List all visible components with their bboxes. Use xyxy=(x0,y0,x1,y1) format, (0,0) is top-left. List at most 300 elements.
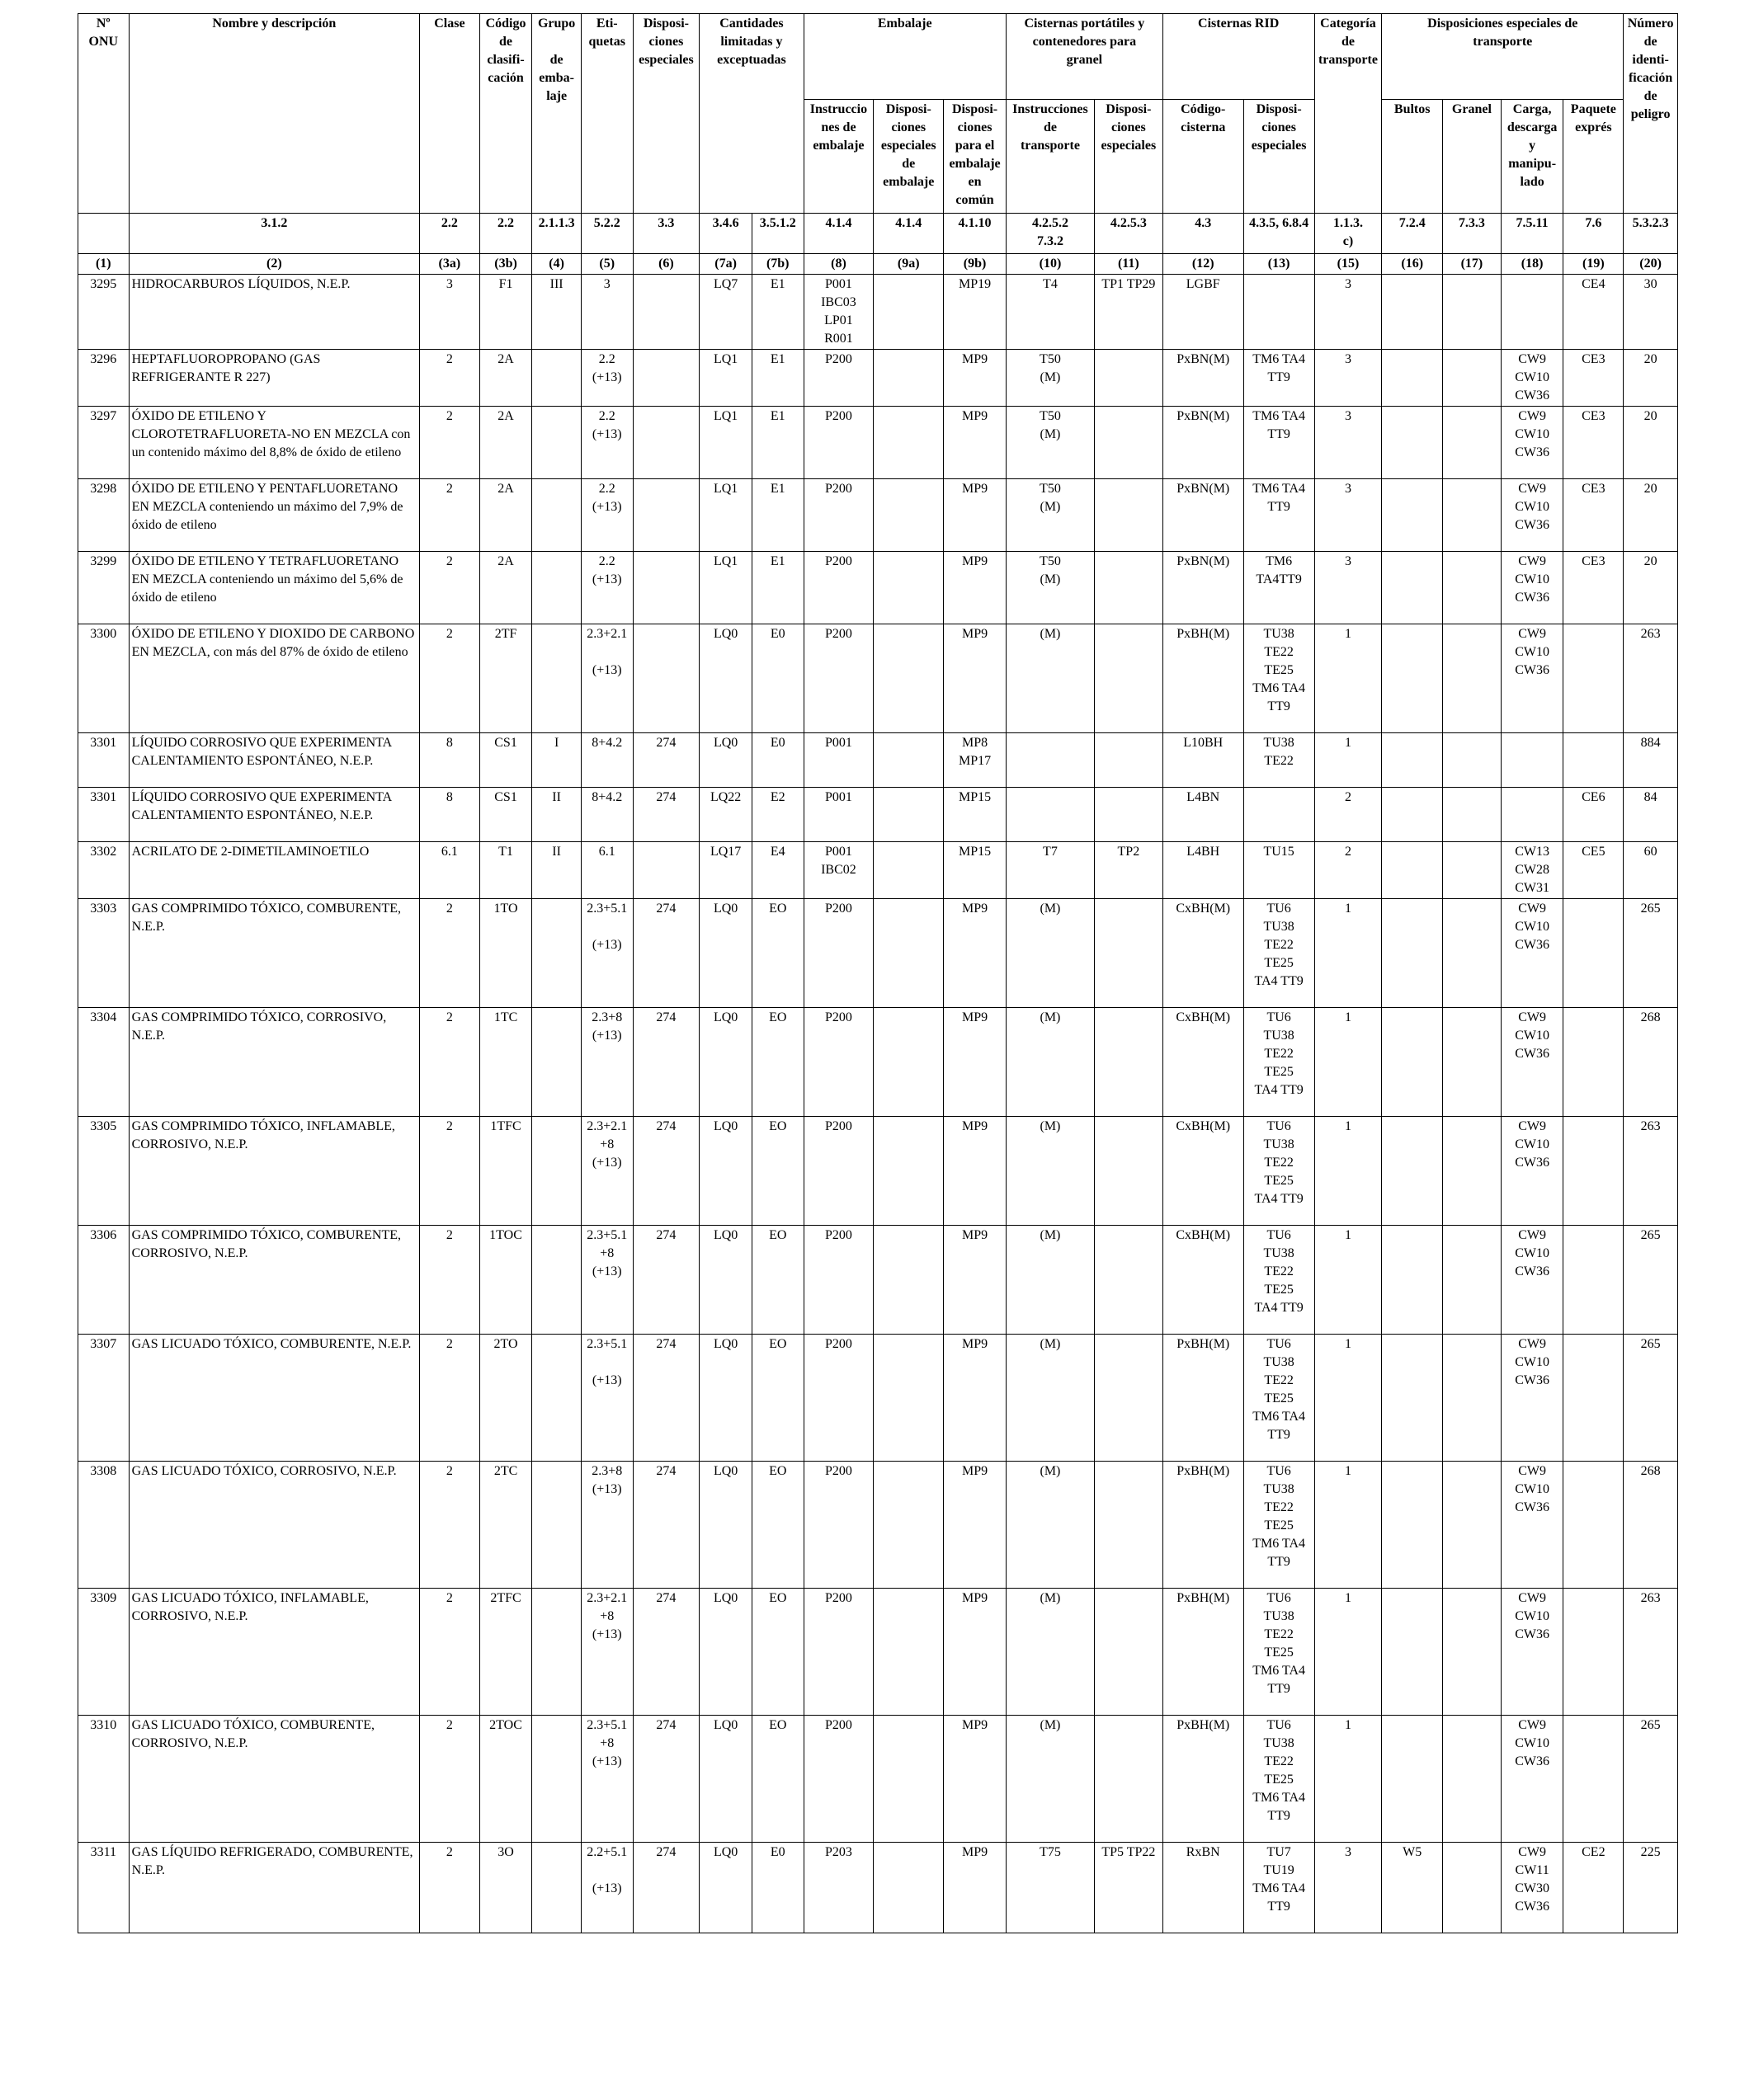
cell-disp: 274 xyxy=(633,1589,700,1716)
cell-c11 xyxy=(1094,1008,1162,1117)
cell-c7a: LQ0 xyxy=(700,1716,752,1843)
ref-cell: 5.3.2.3 xyxy=(1624,214,1678,254)
header-rid-disposiciones: Disposi- ciones especiales xyxy=(1243,100,1314,214)
header-paquete: Paquete exprés xyxy=(1563,100,1624,214)
ref-cell: 7.3.3 xyxy=(1443,214,1502,254)
cell-disp xyxy=(633,275,700,350)
cell-c19: CE2 xyxy=(1563,1843,1624,1933)
cell-emb: P001 IBC03 LP01 R001 xyxy=(804,275,874,350)
cell-grupo xyxy=(532,1226,582,1335)
cell-c9b: MP9 xyxy=(944,1589,1007,1716)
cell-clase: 2 xyxy=(420,1008,480,1117)
cell-un: 3295 xyxy=(78,275,130,350)
cell-emb: P001 IBC02 xyxy=(804,842,874,899)
cell-c19 xyxy=(1563,1226,1624,1335)
cell-c10: (M) xyxy=(1006,1716,1094,1843)
cell-un: 3298 xyxy=(78,479,130,552)
cell-un: 3296 xyxy=(78,350,130,407)
cell-un: 3300 xyxy=(78,624,130,733)
ref-cell: 7.2.4 xyxy=(1382,214,1443,254)
cell-c19 xyxy=(1563,1117,1624,1226)
cell-emb: P001 xyxy=(804,788,874,842)
cell-clase: 2 xyxy=(420,1716,480,1843)
cell-codigo: 1TFC xyxy=(479,1117,532,1226)
cell-c19 xyxy=(1563,1589,1624,1716)
cell-grupo: II xyxy=(532,842,582,899)
cell-clase: 2 xyxy=(420,1117,480,1226)
cell-c7a: LQ0 xyxy=(700,1843,752,1933)
column-number-cell: (12) xyxy=(1162,254,1243,275)
cell-c9b: MP9 xyxy=(944,407,1007,479)
cell-c7a: LQ1 xyxy=(700,479,752,552)
cell-c13: TU38 TE22 xyxy=(1243,733,1314,788)
cell-name: ÓXIDO DE ETILENO Y PENTAFLUORETANO EN MEZCLA conteniendo un máximo del 7,9% de óxido de etileno xyxy=(129,479,419,552)
table-row xyxy=(78,1843,1678,1933)
column-number-cell: (1) xyxy=(78,254,130,275)
cell-c17 xyxy=(1443,1226,1502,1335)
cell-c19: CE3 xyxy=(1563,350,1624,407)
cell-c7b: E4 xyxy=(752,842,804,899)
cell-codigo: F1 xyxy=(479,275,532,350)
cell-c9b: MP9 xyxy=(944,899,1007,1008)
cell-c9b: MP9 xyxy=(944,1716,1007,1843)
cell-c9a xyxy=(874,407,944,479)
ref-cell: 2.2 xyxy=(420,214,480,254)
cell-emb: P200 xyxy=(804,1226,874,1335)
cell-c15: 3 xyxy=(1314,350,1382,407)
cell-c17 xyxy=(1443,1335,1502,1462)
cell-c15: 3 xyxy=(1314,407,1382,479)
cell-c10: T75 xyxy=(1006,1843,1094,1933)
cell-c19: CE3 xyxy=(1563,552,1624,624)
cell-c19 xyxy=(1563,733,1624,788)
cell-c16 xyxy=(1382,1716,1443,1843)
cell-c20: 84 xyxy=(1624,788,1678,842)
cell-emb: P200 xyxy=(804,1117,874,1226)
cell-c16 xyxy=(1382,1226,1443,1335)
column-number-cell: (11) xyxy=(1094,254,1162,275)
cell-c13: TU6 TU38 TE22 TE25 TA4 TT9 xyxy=(1243,899,1314,1008)
cell-emb: P203 xyxy=(804,1843,874,1933)
table-row xyxy=(78,1462,1678,1589)
cell-c18: CW9 CW10 CW36 xyxy=(1501,1008,1563,1117)
cell-c16 xyxy=(1382,552,1443,624)
cell-c7b: EO xyxy=(752,1008,804,1117)
cell-etiq: 2.3+5.1 (+13) xyxy=(581,1335,633,1462)
cell-emb: P200 xyxy=(804,624,874,733)
cell-name: HEPTAFLUOROPROPANO (GAS REFRIGERANTE R 227) xyxy=(129,350,419,407)
cell-c12: L4BN xyxy=(1162,788,1243,842)
cell-c16 xyxy=(1382,1335,1443,1462)
cell-c16: W5 xyxy=(1382,1843,1443,1933)
cell-grupo xyxy=(532,407,582,479)
column-number-cell: (16) xyxy=(1382,254,1443,275)
table-row xyxy=(78,479,1678,552)
cell-c17 xyxy=(1443,407,1502,479)
cell-c15: 3 xyxy=(1314,1843,1382,1933)
cell-emb: P200 xyxy=(804,1008,874,1117)
cell-c15: 3 xyxy=(1314,479,1382,552)
cell-c11: TP5 TP22 xyxy=(1094,1843,1162,1933)
cell-c9a xyxy=(874,1589,944,1716)
cell-c18: CW9 CW10 CW36 xyxy=(1501,1117,1563,1226)
cell-clase: 2 xyxy=(420,479,480,552)
header-nombre: Nombre y descripción xyxy=(129,14,419,214)
table-row xyxy=(78,1008,1678,1117)
cell-etiq: 2.3+2.1 +8 (+13) xyxy=(581,1117,633,1226)
cell-name: GAS LÍQUIDO REFRIGERADO, COMBURENTE, N.E.P. xyxy=(129,1843,419,1933)
cell-un: 3305 xyxy=(78,1117,130,1226)
cell-disp: 274 xyxy=(633,1716,700,1843)
cell-c13: TU6 TU38 TE22 TE25 TM6 TA4 TT9 xyxy=(1243,1335,1314,1462)
cell-disp: 274 xyxy=(633,1335,700,1462)
cell-c18: CW9 CW10 CW36 xyxy=(1501,624,1563,733)
cell-disp xyxy=(633,350,700,407)
table-row xyxy=(78,842,1678,899)
header-cp-disposiciones: Disposi- ciones especiales xyxy=(1094,100,1162,214)
cell-c13: TU6 TU38 TE22 TE25 TM6 TA4 TT9 xyxy=(1243,1589,1314,1716)
cell-name: ÓXIDO DE ETILENO Y TETRAFLUORETANO EN MEZCLA conteniendo un máximo del 5,6% de óxido de etileno xyxy=(129,552,419,624)
cell-un: 3297 xyxy=(78,407,130,479)
cell-clase: 2 xyxy=(420,350,480,407)
cell-name: LÍQUIDO CORROSIVO QUE EXPERIMENTA CALENTAMIENTO ESPONTÁNEO, N.E.P. xyxy=(129,788,419,842)
cell-c15: 1 xyxy=(1314,1589,1382,1716)
ref-cell: 4.1.10 xyxy=(944,214,1007,254)
cell-name: ACRILATO DE 2-DIMETILAMINOETILO xyxy=(129,842,419,899)
column-number-cell: (13) xyxy=(1243,254,1314,275)
cell-grupo xyxy=(532,1843,582,1933)
cell-c11 xyxy=(1094,479,1162,552)
reference-row xyxy=(78,214,1678,254)
ref-cell: 3.5.1.2 xyxy=(752,214,804,254)
cell-un: 3307 xyxy=(78,1335,130,1462)
cell-c16 xyxy=(1382,350,1443,407)
cell-c13: TU6 TU38 TE22 TE25 TA4 TT9 xyxy=(1243,1117,1314,1226)
header-grupo: Grupo de emba- laje xyxy=(532,14,582,214)
cell-codigo: 2TFC xyxy=(479,1589,532,1716)
cell-codigo: CS1 xyxy=(479,733,532,788)
table-row xyxy=(78,1716,1678,1843)
cell-emb: P001 xyxy=(804,733,874,788)
cell-c7a: LQ0 xyxy=(700,1589,752,1716)
table-row xyxy=(78,733,1678,788)
cell-clase: 2 xyxy=(420,1335,480,1462)
cell-etiq: 8+4.2 xyxy=(581,788,633,842)
cell-c10: (M) xyxy=(1006,1462,1094,1589)
header-categoria: Categoría de transporte xyxy=(1314,14,1382,214)
cell-grupo: II xyxy=(532,788,582,842)
cell-c18 xyxy=(1501,788,1563,842)
cell-c10: T50 (M) xyxy=(1006,350,1094,407)
cell-c11: TP1 TP29 xyxy=(1094,275,1162,350)
cell-etiq: 3 xyxy=(581,275,633,350)
cell-disp: 274 xyxy=(633,733,700,788)
cell-grupo xyxy=(532,350,582,407)
table-row xyxy=(78,788,1678,842)
cell-c9b: MP9 xyxy=(944,350,1007,407)
ref-cell: 4.2.5.2 7.3.2 xyxy=(1006,214,1094,254)
cell-emb: P200 xyxy=(804,479,874,552)
cell-grupo xyxy=(532,1008,582,1117)
cell-c9b: MP9 xyxy=(944,552,1007,624)
cell-c13 xyxy=(1243,788,1314,842)
header-cisternas-rid: Cisternas RID xyxy=(1162,14,1314,100)
cell-c12: CxBH(M) xyxy=(1162,899,1243,1008)
cell-c11: TP2 xyxy=(1094,842,1162,899)
cell-c12: PxBH(M) xyxy=(1162,1716,1243,1843)
ref-cell: 4.1.4 xyxy=(874,214,944,254)
cell-c9b: MP19 xyxy=(944,275,1007,350)
table-row xyxy=(78,1589,1678,1716)
cell-clase: 8 xyxy=(420,788,480,842)
cell-c9a xyxy=(874,1008,944,1117)
cell-c7a: LQ0 xyxy=(700,1008,752,1117)
cell-c7b: EO xyxy=(752,899,804,1008)
header-bultos: Bultos xyxy=(1382,100,1443,214)
cell-c9a xyxy=(874,1117,944,1226)
cell-disp xyxy=(633,407,700,479)
cell-c15: 1 xyxy=(1314,1008,1382,1117)
cell-c19 xyxy=(1563,899,1624,1008)
cell-c7b: E1 xyxy=(752,275,804,350)
cell-c15: 3 xyxy=(1314,552,1382,624)
cell-c7a: LQ22 xyxy=(700,788,752,842)
cell-c18: CW9 CW10 CW36 xyxy=(1501,1335,1563,1462)
cell-c7b: EO xyxy=(752,1589,804,1716)
cell-c9b: MP8 MP17 xyxy=(944,733,1007,788)
cell-c20: 265 xyxy=(1624,899,1678,1008)
cell-c15: 2 xyxy=(1314,788,1382,842)
cell-c18 xyxy=(1501,275,1563,350)
cell-emb: P200 xyxy=(804,899,874,1008)
cell-clase: 3 xyxy=(420,275,480,350)
cell-c16 xyxy=(1382,1117,1443,1226)
cell-c11 xyxy=(1094,788,1162,842)
cell-c12: PxBN(M) xyxy=(1162,350,1243,407)
header-cp-instrucciones: Instrucciones de transporte xyxy=(1006,100,1094,214)
ref-cell: 7.5.11 xyxy=(1501,214,1563,254)
cell-c17 xyxy=(1443,1462,1502,1589)
cell-c15: 1 xyxy=(1314,1716,1382,1843)
cell-c20: 225 xyxy=(1624,1843,1678,1933)
header-codigo: Código de clasifi- cación xyxy=(479,14,532,214)
column-number-cell: (3b) xyxy=(479,254,532,275)
cell-c13: TU6 TU38 TE22 TE25 TM6 TA4 TT9 xyxy=(1243,1462,1314,1589)
cell-emb: P200 xyxy=(804,1462,874,1589)
cell-name: HIDROCARBUROS LÍQUIDOS, N.E.P. xyxy=(129,275,419,350)
cell-c11 xyxy=(1094,899,1162,1008)
cell-c7b: EO xyxy=(752,1226,804,1335)
cell-c18: CW9 CW10 CW36 xyxy=(1501,350,1563,407)
cell-c13: TU6 TU38 TE22 TE25 TA4 TT9 xyxy=(1243,1226,1314,1335)
cell-c10: (M) xyxy=(1006,899,1094,1008)
cell-un: 3306 xyxy=(78,1226,130,1335)
cell-codigo: 2TO xyxy=(479,1335,532,1462)
cell-c19 xyxy=(1563,1462,1624,1589)
column-number-row xyxy=(78,254,1678,275)
ref-cell xyxy=(78,214,130,254)
cell-c16 xyxy=(1382,479,1443,552)
cell-codigo: 1TC xyxy=(479,1008,532,1117)
cell-c20: 265 xyxy=(1624,1716,1678,1843)
cell-c11 xyxy=(1094,1226,1162,1335)
cell-disp xyxy=(633,479,700,552)
header-etiquetas: Eti- quetas xyxy=(581,14,633,214)
cell-c7b: E0 xyxy=(752,624,804,733)
cell-c16 xyxy=(1382,733,1443,788)
cell-c9a xyxy=(874,842,944,899)
cell-c20: 20 xyxy=(1624,552,1678,624)
cell-c9a xyxy=(874,733,944,788)
cell-c11 xyxy=(1094,1462,1162,1589)
cell-c9b: MP9 xyxy=(944,1843,1007,1933)
cell-clase: 2 xyxy=(420,624,480,733)
cell-c18 xyxy=(1501,733,1563,788)
cell-c9b: MP15 xyxy=(944,842,1007,899)
cell-c11 xyxy=(1094,624,1162,733)
header-granel: Granel xyxy=(1443,100,1502,214)
cell-c13: TU15 xyxy=(1243,842,1314,899)
cell-clase: 6.1 xyxy=(420,842,480,899)
cell-grupo xyxy=(532,624,582,733)
cell-etiq: 6.1 xyxy=(581,842,633,899)
cell-c13: TU7 TU19 TM6 TA4 TT9 xyxy=(1243,1843,1314,1933)
cell-etiq: 2.2 (+13) xyxy=(581,350,633,407)
cell-c12: LGBF xyxy=(1162,275,1243,350)
cell-c10: T50 (M) xyxy=(1006,479,1094,552)
cell-c7b: EO xyxy=(752,1716,804,1843)
cell-c9a xyxy=(874,1716,944,1843)
cell-clase: 2 xyxy=(420,1462,480,1589)
cell-c19 xyxy=(1563,1716,1624,1843)
cell-grupo xyxy=(532,1589,582,1716)
cell-c10: (M) xyxy=(1006,624,1094,733)
cell-c11 xyxy=(1094,733,1162,788)
column-number-cell: (2) xyxy=(129,254,419,275)
cell-c9a xyxy=(874,624,944,733)
cell-c9b: MP9 xyxy=(944,1462,1007,1589)
cell-c7a: LQ1 xyxy=(700,407,752,479)
cell-etiq: 2.3+8 (+13) xyxy=(581,1008,633,1117)
cell-c7b: E1 xyxy=(752,350,804,407)
cell-grupo xyxy=(532,1335,582,1462)
column-number-cell: (6) xyxy=(633,254,700,275)
cell-name: LÍQUIDO CORROSIVO QUE EXPERIMENTA CALENTAMIENTO ESPONTÁNEO, N.E.P. xyxy=(129,733,419,788)
cell-c17 xyxy=(1443,552,1502,624)
cell-c10 xyxy=(1006,733,1094,788)
cell-c15: 1 xyxy=(1314,1226,1382,1335)
cell-c20: 263 xyxy=(1624,624,1678,733)
cell-c7b: E0 xyxy=(752,1843,804,1933)
cell-c17 xyxy=(1443,1589,1502,1716)
header-emb-comun: Disposi- ciones para el embalaje en común xyxy=(944,100,1007,214)
cell-c10: (M) xyxy=(1006,1117,1094,1226)
table-row xyxy=(78,1335,1678,1462)
cell-name: GAS COMPRIMIDO TÓXICO, INFLAMABLE, CORROSIVO, N.E.P. xyxy=(129,1117,419,1226)
table-row xyxy=(78,350,1678,407)
column-number-cell: (7a) xyxy=(700,254,752,275)
ref-cell: 3.3 xyxy=(633,214,700,254)
cell-clase: 2 xyxy=(420,1589,480,1716)
column-number-cell: (19) xyxy=(1563,254,1624,275)
header-disposiciones-especiales: Disposi- ciones especiales xyxy=(633,14,700,214)
cell-c20: 20 xyxy=(1624,407,1678,479)
cell-name: GAS LICUADO TÓXICO, COMBURENTE, CORROSIVO, N.E.P. xyxy=(129,1716,419,1843)
table-row xyxy=(78,407,1678,479)
header-numero-peligro: Número de identi- ficación de peligro xyxy=(1624,14,1678,214)
table-row xyxy=(78,1117,1678,1226)
cell-un: 3311 xyxy=(78,1843,130,1933)
cell-c12: L4BH xyxy=(1162,842,1243,899)
cell-c7a: LQ17 xyxy=(700,842,752,899)
cell-c20: 884 xyxy=(1624,733,1678,788)
ref-cell: 2.1.1.3 xyxy=(532,214,582,254)
cell-c7a: LQ0 xyxy=(700,1335,752,1462)
cell-c11 xyxy=(1094,1335,1162,1462)
cell-grupo xyxy=(532,1716,582,1843)
cell-c17 xyxy=(1443,1843,1502,1933)
cell-c18: CW9 CW10 CW36 xyxy=(1501,1462,1563,1589)
cell-c9b: MP9 xyxy=(944,1117,1007,1226)
column-number-cell: (5) xyxy=(581,254,633,275)
cell-grupo xyxy=(532,479,582,552)
cell-c7b: E1 xyxy=(752,479,804,552)
cell-emb: P200 xyxy=(804,1716,874,1843)
cell-c11 xyxy=(1094,552,1162,624)
cell-c10: T50 (M) xyxy=(1006,552,1094,624)
ref-cell: 7.6 xyxy=(1563,214,1624,254)
cell-c7a: LQ0 xyxy=(700,624,752,733)
cell-c7b: E2 xyxy=(752,788,804,842)
column-number-cell: (7b) xyxy=(752,254,804,275)
column-number-cell: (20) xyxy=(1624,254,1678,275)
cell-c18: CW9 CW10 CW36 xyxy=(1501,1589,1563,1716)
cell-disp xyxy=(633,624,700,733)
cell-c17 xyxy=(1443,899,1502,1008)
cell-c13: TM6 TA4 TT9 xyxy=(1243,350,1314,407)
cell-etiq: 2.2 (+13) xyxy=(581,407,633,479)
cell-clase: 8 xyxy=(420,733,480,788)
cell-c10: (M) xyxy=(1006,1226,1094,1335)
ref-cell: 4.3 xyxy=(1162,214,1243,254)
cell-name: GAS COMPRIMIDO TÓXICO, CORROSIVO, N.E.P. xyxy=(129,1008,419,1117)
cell-etiq: 2.2 (+13) xyxy=(581,552,633,624)
cell-c18: CW13 CW28 CW31 xyxy=(1501,842,1563,899)
cell-grupo xyxy=(532,552,582,624)
cell-c9a xyxy=(874,479,944,552)
cell-c12: L10BH xyxy=(1162,733,1243,788)
dangerous-goods-table xyxy=(78,13,1678,1933)
header-embalaje: Embalaje xyxy=(804,14,1006,100)
cell-clase: 2 xyxy=(420,1843,480,1933)
column-number-cell: (8) xyxy=(804,254,874,275)
cell-c12: PxBN(M) xyxy=(1162,407,1243,479)
column-number-cell: (18) xyxy=(1501,254,1563,275)
cell-disp: 274 xyxy=(633,1843,700,1933)
header-disposiciones-transporte: Disposiciones especiales de transporte xyxy=(1382,14,1624,100)
cell-etiq: 2.2+5.1 (+13) xyxy=(581,1843,633,1933)
cell-c15: 1 xyxy=(1314,733,1382,788)
cell-grupo: III xyxy=(532,275,582,350)
cell-c10 xyxy=(1006,788,1094,842)
cell-c13 xyxy=(1243,275,1314,350)
ref-cell: 2.2 xyxy=(479,214,532,254)
cell-grupo xyxy=(532,1117,582,1226)
ref-cell: 1.1.3. c) xyxy=(1314,214,1382,254)
cell-disp: 274 xyxy=(633,1008,700,1117)
cell-grupo xyxy=(532,899,582,1008)
cell-c7a: LQ0 xyxy=(700,1226,752,1335)
